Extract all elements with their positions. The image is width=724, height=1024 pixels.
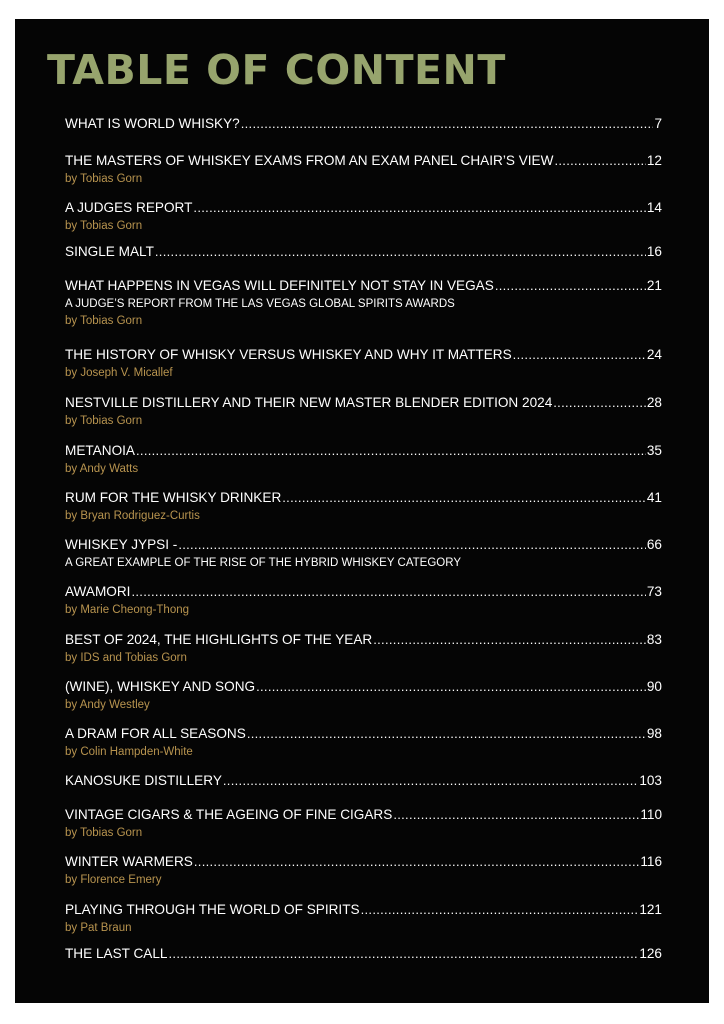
toc-page-number: 14 — [646, 200, 662, 215]
toc-entry[interactable] — [65, 199, 662, 234]
toc-entry-subtitle: A GREAT EXAMPLE OF THE RISE OF THE HYBRID WHISKEY CATEGORY — [65, 557, 461, 569]
toc-leader-dots — [178, 536, 646, 554]
toc-entry[interactable] — [65, 772, 662, 790]
toc-entry[interactable] — [65, 243, 662, 261]
toc-entry-row — [65, 901, 662, 919]
toc-page-number: 35 — [646, 443, 662, 458]
toc-entry[interactable] — [65, 277, 662, 329]
toc-page-number: 73 — [646, 584, 662, 599]
toc-entry-title: THE LAST CALL — [65, 946, 168, 961]
toc-leader-dots — [554, 152, 645, 170]
page-title: TABLE OF CONTENT — [47, 46, 506, 94]
toc-entry-title: WHAT IS WORLD WHISKY? — [65, 116, 240, 131]
toc-entry-row — [65, 442, 662, 460]
toc-entry-author: by Tobias Gorn — [65, 827, 143, 839]
toc-page-number: 126 — [639, 946, 662, 961]
toc-leader-dots — [495, 277, 646, 295]
toc-entry-row — [65, 536, 662, 554]
toc-leader-dots — [361, 901, 639, 919]
toc-page-number: 103 — [639, 773, 662, 788]
toc-entry-row — [65, 806, 662, 824]
toc-leader-dots — [131, 583, 645, 601]
toc-entry[interactable] — [65, 901, 662, 936]
toc-entry-row — [65, 152, 662, 170]
toc-page-number: 121 — [639, 902, 662, 917]
toc-entry-title: A JUDGES REPORT — [65, 200, 193, 215]
toc-entry-title: A DRAM FOR ALL SEASONS — [65, 726, 246, 741]
toc-entry-row — [65, 725, 662, 743]
toc-entry-author: by Andy Westley — [65, 699, 150, 711]
toc-entry[interactable] — [65, 394, 662, 429]
toc-entry-author: by Joseph V. Micallef — [65, 367, 173, 379]
toc-entry[interactable] — [65, 489, 662, 524]
toc-entry-author: by Tobias Gorn — [65, 315, 143, 327]
toc-entry[interactable] — [65, 678, 662, 713]
toc-page-number: 110 — [640, 807, 662, 822]
toc-leader-dots — [241, 115, 654, 133]
toc-entry-title: AWAMORI — [65, 584, 131, 599]
toc-page-number: 7 — [654, 116, 662, 131]
toc-entry-author: by Tobias Gorn — [65, 220, 143, 232]
toc-entry[interactable] — [65, 442, 662, 477]
toc-entry-title: WHISKEY JYPSI - — [65, 537, 178, 552]
toc-leader-dots — [513, 346, 646, 364]
toc-entry[interactable] — [65, 152, 662, 187]
toc-leader-dots — [155, 243, 646, 261]
toc-leader-dots — [136, 442, 646, 460]
toc-entry-row — [65, 243, 662, 261]
toc-entry-title: SINGLE MALT — [65, 244, 154, 259]
toc-entry-title: WHAT HAPPENS IN VEGAS WILL DEFINITELY NOT STAY IN VEGAS — [65, 278, 494, 293]
toc-leader-dots — [256, 678, 646, 696]
toc-entry-row — [65, 853, 662, 871]
toc-entry-subtitle: A JUDGE’S REPORT FROM THE LAS VEGAS GLOBAL SPIRITS AWARDS — [65, 298, 455, 310]
toc-entry-title: METANOIA — [65, 443, 135, 458]
toc-entry-author: by Pat Braun — [65, 922, 132, 934]
toc-leader-dots — [393, 806, 639, 824]
toc-entry-row — [65, 583, 662, 601]
toc-entry-row — [65, 631, 662, 649]
toc-entry[interactable] — [65, 631, 662, 666]
toc-page-number: 98 — [646, 726, 662, 741]
toc-entry-row — [65, 772, 662, 790]
toc-page-number: 66 — [646, 537, 662, 552]
toc-entry[interactable] — [65, 806, 662, 841]
toc-entry-title: NESTVILLE DISTILLERY AND THEIR NEW MASTER BLENDER EDITION 2024 — [65, 395, 553, 410]
toc-page-number: 16 — [646, 244, 662, 259]
toc-entry-title: VINTAGE CIGARS & THE AGEING OF FINE CIGARS — [65, 807, 393, 822]
toc-entry-row — [65, 199, 662, 217]
toc-entry-author: by IDS and Tobias Gorn — [65, 652, 187, 664]
toc-entry-author: by Tobias Gorn — [65, 415, 143, 427]
toc-entry-row — [65, 115, 662, 133]
toc-entry-row — [65, 277, 662, 295]
toc-entry-title: KANOSUKE DISTILLERY — [65, 773, 222, 788]
toc-entry-title: WINTER WARMERS — [65, 854, 193, 869]
toc-leader-dots — [193, 199, 645, 217]
toc-entry-row — [65, 394, 662, 412]
toc-page-number: 90 — [646, 679, 662, 694]
toc-entry[interactable] — [65, 115, 662, 133]
toc-entry[interactable] — [65, 725, 662, 760]
toc-leader-dots — [282, 489, 646, 507]
toc-entry-title: RUM FOR THE WHISKY DRINKER — [65, 490, 282, 505]
toc-leader-dots — [169, 945, 639, 963]
toc-entry-author: by Tobias Gorn — [65, 173, 143, 185]
toc-leader-dots — [373, 631, 646, 649]
toc-entry-row — [65, 346, 662, 364]
toc-entry-title: THE MASTERS OF WHISKEY EXAMS FROM AN EXAM PANEL CHAIR’S VIEW — [65, 153, 554, 168]
toc-page-number: 116 — [640, 854, 662, 869]
toc-entry-row — [65, 489, 662, 507]
toc-entry-title: (WINE), WHISKEY AND SONG — [65, 679, 256, 694]
toc-page-number: 83 — [646, 632, 662, 647]
toc-entry[interactable] — [65, 583, 662, 618]
toc-entry[interactable] — [65, 945, 662, 963]
toc-entry-author: by Marie Cheong-Thong — [65, 604, 190, 616]
toc-entry-author: by Colin Hampden-White — [65, 746, 193, 758]
toc-entry-title: PLAYING THROUGH THE WORLD OF SPIRITS — [65, 902, 360, 917]
toc-entry-title: BEST OF 2024, THE HIGHLIGHTS OF THE YEAR — [65, 632, 373, 647]
toc-entry-row — [65, 945, 662, 963]
toc-leader-dots — [223, 772, 638, 790]
toc-page-number: 21 — [646, 278, 662, 293]
toc-page-number: 24 — [646, 347, 662, 362]
toc-entry-title: THE HISTORY OF WHISKY VERSUS WHISKEY AND WHY IT MATTERS — [65, 347, 512, 362]
toc-entry[interactable] — [65, 536, 662, 571]
toc-page-number: 41 — [646, 490, 662, 505]
toc-entry-author: by Florence Emery — [65, 874, 162, 886]
toc-entry-author: by Andy Watts — [65, 463, 139, 475]
toc-page-number: 28 — [646, 395, 662, 410]
toc-leader-dots — [247, 725, 646, 743]
toc-entry[interactable] — [65, 853, 662, 888]
toc-page — [15, 19, 709, 1003]
toc-page-number: 12 — [646, 153, 662, 168]
toc-entry[interactable] — [65, 346, 662, 381]
toc-leader-dots — [194, 853, 639, 871]
toc-entry-row — [65, 678, 662, 696]
toc-entry-author: by Bryan Rodriguez-Curtis — [65, 510, 200, 522]
toc-leader-dots — [553, 394, 646, 412]
